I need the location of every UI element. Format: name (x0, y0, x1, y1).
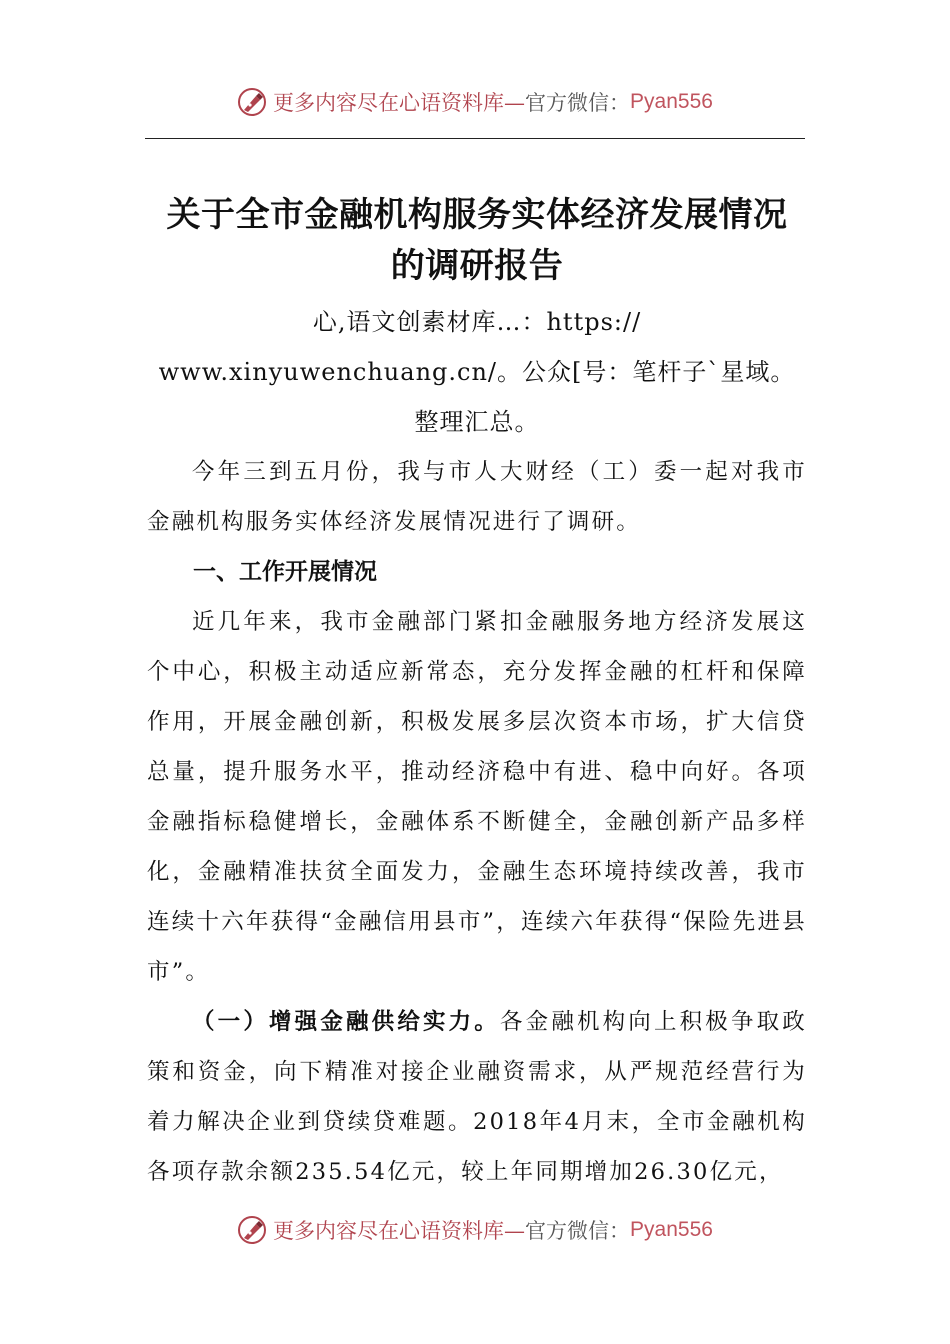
pen-nib-logo-icon (237, 1215, 267, 1245)
header-divider (145, 138, 805, 139)
section-heading-1: 一、工作开展情况 (193, 559, 377, 585)
source-line-3: 整理汇总。 (414, 408, 540, 436)
section-1-paragraph: 近几年来，我市金融部门紧扣金融服务地方经济发展这个中心，积极主动适应新常态，充分发挥金融的杠杆和保障作用，开展金融创新，积极发展多层次资本市场，扩大信贷总量，提升服务水平，推动经济稳中有进、稳中向好。各项金融指标稳健增长，金融体系不断健全，金融创新产品多样化，金融精准扶贫全面发力，金融生态环境持续改善，我市连续十六年获得“金融信用县市”，连续六年获得“保险先进县市”。 (147, 609, 807, 985)
footer-banner-text: 更多内容尽在心语资料库— (273, 1219, 526, 1243)
pen-nib-logo-icon (237, 87, 267, 117)
banner-account: Pyan556 (630, 90, 713, 113)
document-body (147, 190, 807, 1197)
banner-text: 更多内容尽在心语资料库— (273, 91, 526, 115)
title-line-2: 的调研报告 (390, 246, 564, 286)
subsection-1-text: 各金融机构向上积极争取政策和资金，向下精准对接企业融资需求，从严规范经营行为着力解决企业到贷续贷难题。2018年4月末，全市金融机构各项存款余额235.54亿元，较上年同期增加26.30亿元， (147, 1009, 807, 1185)
intro-paragraph: 今年三到五月份，我与市人大财经（工）委一起对我市金融机构服务实体经济发展情况进行了调研。 (147, 459, 807, 535)
source-line-2: www.xinyuwenchuang.cn/。公众[号：笔杆子`星域。 (158, 358, 796, 386)
subsection-1-heading: （一）增强金融供给实力。 (192, 1009, 500, 1035)
footer-wechat-label: 官方微信： (525, 1219, 631, 1243)
banner-wechat-label: 官方微信： (525, 91, 631, 115)
subsection-1-paragraph (147, 997, 807, 1197)
footer-account: Pyan556 (630, 1218, 713, 1241)
title-line-1: 关于全市金融机构服务实体经济发展情况 (166, 195, 788, 235)
footer-banner (0, 1210, 950, 1250)
source-line-1: 心,语文创素材库…：https:// (312, 308, 642, 336)
header-banner (0, 82, 950, 122)
document-title (147, 190, 807, 292)
